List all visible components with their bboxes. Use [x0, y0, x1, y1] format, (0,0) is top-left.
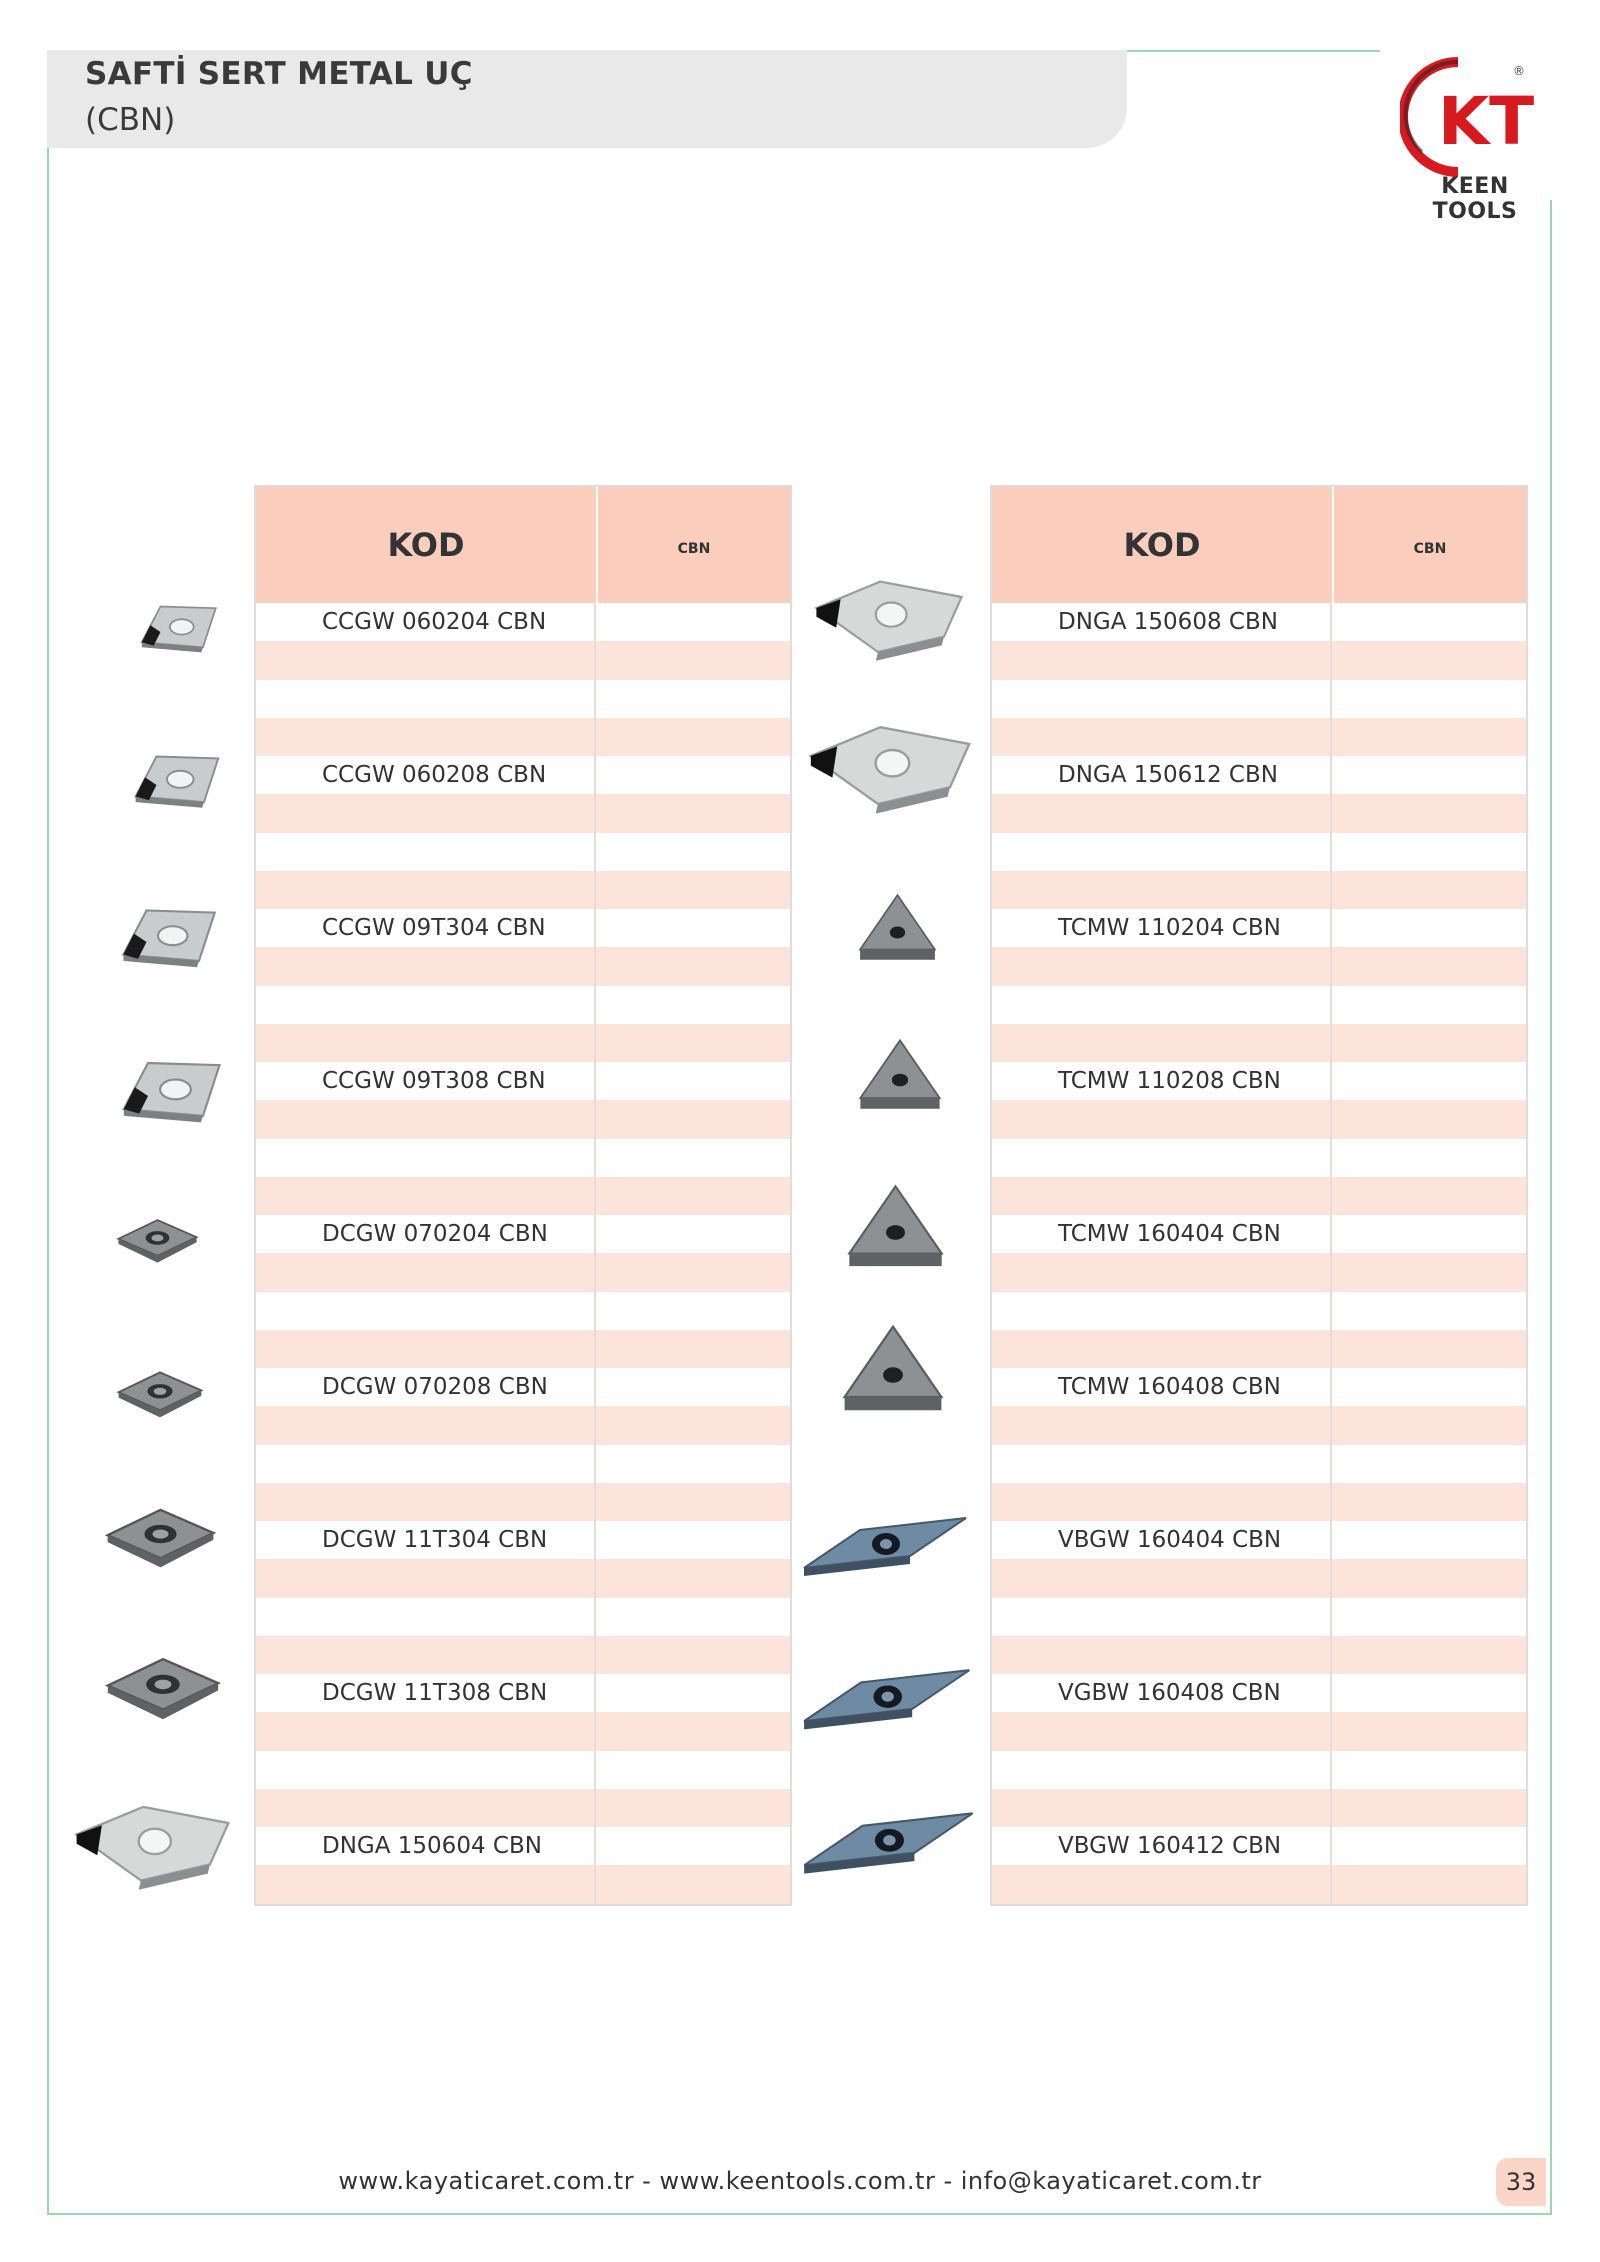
cell-empty: [256, 1177, 596, 1215]
table-row: [992, 1445, 1526, 1483]
dcgw-insert-icon: [115, 1367, 205, 1425]
cbn-cell: [596, 986, 790, 1024]
cbn-cell: [1332, 680, 1526, 718]
cell-empty: [256, 1024, 596, 1062]
cell-empty: [256, 986, 596, 1024]
cell-empty: [992, 1406, 1332, 1444]
table-row: [256, 1100, 790, 1138]
tcmw-insert-icon: [843, 1180, 948, 1279]
table-row: [256, 909, 790, 947]
table-row: [992, 947, 1526, 985]
cbn-cell: [1332, 1177, 1526, 1215]
table-row: [992, 1598, 1526, 1636]
table-row: [256, 1406, 790, 1444]
svg-text:KT: KT: [1438, 83, 1535, 160]
cbn-cell: [596, 1100, 790, 1138]
tcmw-insert-icon: [855, 890, 940, 971]
product-code: TCMW 110204 CBN: [992, 909, 1332, 947]
table-row: [992, 1712, 1526, 1750]
product-code: CCGW 060208 CBN: [256, 756, 596, 794]
cell-empty: [256, 1598, 596, 1636]
column-header-cbn: CBN: [677, 541, 711, 557]
cell-empty: [992, 986, 1332, 1024]
table-row: [992, 1483, 1526, 1521]
table-row: [256, 1674, 790, 1712]
cbn-cell: [596, 1559, 790, 1597]
table-row: [256, 1062, 790, 1100]
cbn-cell: [1332, 1865, 1526, 1903]
cbn-cell: [1332, 1406, 1526, 1444]
column-header-cbn: CBN: [1413, 541, 1447, 557]
cbn-cell: [1332, 833, 1526, 871]
cbn-cell: [1332, 1445, 1526, 1483]
cell-empty: [256, 641, 596, 679]
table-row: [256, 1521, 790, 1559]
product-code: DCGW 070204 CBN: [256, 1215, 596, 1253]
product-code: DNGA 150608 CBN: [992, 603, 1332, 641]
tcmw-insert-icon: [838, 1320, 948, 1423]
table-header: [256, 487, 790, 603]
table-row: [992, 1368, 1526, 1406]
table-row: [992, 718, 1526, 756]
cbn-cell: [596, 1674, 790, 1712]
cbn-cell: [596, 1139, 790, 1177]
dnga-insert-icon: [806, 720, 974, 820]
cell-empty: [992, 1712, 1332, 1750]
cell-empty: [256, 794, 596, 832]
table-row: [992, 680, 1526, 718]
cbn-cell: [1332, 1215, 1526, 1253]
table-row: [256, 1024, 790, 1062]
cbn-cell: [1332, 1100, 1526, 1138]
table-row: [992, 1559, 1526, 1597]
vbgw-insert-icon: [800, 1510, 970, 1594]
cbn-cell: [1332, 871, 1526, 909]
page-subtitle: (CBN): [85, 102, 176, 138]
cell-empty: [992, 947, 1332, 985]
column-header-kod: KOD: [992, 487, 1334, 603]
cbn-cell: [596, 680, 790, 718]
product-code: CCGW 09T308 CBN: [256, 1062, 596, 1100]
cbn-cell: [596, 794, 790, 832]
page-number: 33: [1496, 2158, 1546, 2206]
cbn-cell: [1332, 909, 1526, 947]
table-row: [992, 833, 1526, 871]
table-row: [992, 1177, 1526, 1215]
cell-empty: [256, 718, 596, 756]
table-row: [992, 1292, 1526, 1330]
table-row: [256, 1559, 790, 1597]
table-row: [256, 794, 790, 832]
cbn-cell: [1332, 1024, 1526, 1062]
ccgw-insert-icon: [115, 900, 220, 978]
table-row: [992, 1789, 1526, 1827]
cbn-cell: [596, 603, 790, 641]
cell-empty: [256, 871, 596, 909]
cbn-cell: [1332, 1253, 1526, 1291]
cbn-cell: [596, 1712, 790, 1750]
cbn-cell: [596, 1292, 790, 1330]
cbn-cell: [596, 1483, 790, 1521]
cell-empty: [256, 1865, 596, 1903]
cell-empty: [256, 1253, 596, 1291]
table-row: [992, 1100, 1526, 1138]
cbn-cell: [596, 1062, 790, 1100]
cbn-cell: [596, 1024, 790, 1062]
table-row: [256, 1139, 790, 1177]
cell-empty: [256, 1139, 596, 1177]
table-row: [256, 680, 790, 718]
table-row: [256, 1865, 790, 1903]
table-row: [256, 1445, 790, 1483]
cbn-cell: [1332, 1330, 1526, 1368]
vbgw-insert-icon: [800, 1805, 977, 1892]
cell-empty: [992, 833, 1332, 871]
table-row: [992, 1062, 1526, 1100]
footer-links: www.kayaticaret.com.tr - www.keentools.com.tr - info@kayaticaret.com.tr: [338, 2167, 1262, 2195]
table-row: [256, 1292, 790, 1330]
cbn-cell: [596, 1177, 790, 1215]
cell-empty: [992, 1139, 1332, 1177]
dnga-insert-icon: [812, 575, 966, 667]
table-row: [256, 1215, 790, 1253]
product-code: DNGA 150612 CBN: [992, 756, 1332, 794]
product-code: TCMW 110208 CBN: [992, 1062, 1332, 1100]
table-header: [992, 487, 1526, 603]
table-row: [992, 1521, 1526, 1559]
table-row: [992, 986, 1526, 1024]
cbn-cell: [1332, 794, 1526, 832]
cell-empty: [992, 641, 1332, 679]
cell-empty: [992, 1559, 1332, 1597]
cbn-cell: [1332, 1636, 1526, 1674]
cell-empty: [256, 1292, 596, 1330]
cbn-cell: [596, 1445, 790, 1483]
page-title: SAFTİ SERT METAL UÇ: [85, 56, 473, 92]
cbn-cell: [1332, 1368, 1526, 1406]
table-row: [256, 1253, 790, 1291]
cbn-cell: [596, 641, 790, 679]
column-header-kod: KOD: [256, 487, 598, 603]
table-row: [256, 833, 790, 871]
cbn-cell: [596, 1827, 790, 1865]
table-body: [256, 603, 790, 1904]
table-row: [256, 1598, 790, 1636]
table-row: [992, 1865, 1526, 1903]
cell-empty: [256, 833, 596, 871]
cell-empty: [992, 1253, 1332, 1291]
table-row: [256, 1483, 790, 1521]
product-code: TCMW 160408 CBN: [992, 1368, 1332, 1406]
table-row: [992, 1636, 1526, 1674]
dnga-insert-icon: [72, 1800, 233, 1896]
cell-empty: [256, 947, 596, 985]
table-row: [256, 603, 790, 641]
table-row: [256, 1712, 790, 1750]
cbn-cell: [596, 1215, 790, 1253]
cell-empty: [256, 1636, 596, 1674]
cbn-cell: [1332, 641, 1526, 679]
cell-empty: [256, 1789, 596, 1827]
table-row: [256, 1827, 790, 1865]
cell-empty: [992, 1751, 1332, 1789]
cbn-cell: [596, 871, 790, 909]
table-row: [992, 1139, 1526, 1177]
table-row: [992, 1674, 1526, 1712]
registered-mark: ®: [1513, 64, 1525, 78]
cbn-cell: [596, 1330, 790, 1368]
cbn-cell: [1332, 1789, 1526, 1827]
cbn-cell: [596, 1789, 790, 1827]
cbn-cell: [1332, 1674, 1526, 1712]
brand-name: KEEN TOOLS: [1432, 174, 1518, 224]
cell-empty: [992, 1177, 1332, 1215]
cell-empty: [992, 1598, 1332, 1636]
cell-empty: [992, 1024, 1332, 1062]
table-row: [992, 1024, 1526, 1062]
cbn-cell: [1332, 756, 1526, 794]
cell-empty: [992, 1330, 1332, 1368]
product-table-right: [990, 485, 1528, 1906]
cell-empty: [992, 680, 1332, 718]
cbn-cell: [596, 1406, 790, 1444]
cell-empty: [256, 1559, 596, 1597]
dcgw-insert-icon: [115, 1215, 200, 1270]
product-table-left: [254, 485, 792, 1906]
cbn-cell: [1332, 1521, 1526, 1559]
product-code: CCGW 060204 CBN: [256, 603, 596, 641]
cbn-cell: [1332, 1483, 1526, 1521]
table-row: [256, 641, 790, 679]
cell-empty: [992, 718, 1332, 756]
table-row: [256, 871, 790, 909]
cell-empty: [992, 1865, 1332, 1903]
cbn-cell: [596, 909, 790, 947]
cbn-cell: [1332, 1751, 1526, 1789]
cbn-cell: [1332, 1292, 1526, 1330]
product-code: TCMW 160404 CBN: [992, 1215, 1332, 1253]
cell-empty: [256, 1712, 596, 1750]
ccgw-insert-icon: [135, 598, 220, 662]
cbn-cell: [596, 756, 790, 794]
table-row: [992, 794, 1526, 832]
cbn-cell: [1332, 1712, 1526, 1750]
cbn-cell: [1332, 603, 1526, 641]
cbn-cell: [1332, 947, 1526, 985]
table-row: [992, 1215, 1526, 1253]
product-code: VBGW 160412 CBN: [992, 1827, 1332, 1865]
cbn-cell: [1332, 1598, 1526, 1636]
table-row: [992, 641, 1526, 679]
dcgw-insert-icon: [103, 1652, 223, 1728]
cbn-cell: [596, 947, 790, 985]
cell-empty: [992, 1292, 1332, 1330]
product-code: VBGW 160404 CBN: [992, 1521, 1332, 1559]
table-row: [992, 603, 1526, 641]
cbn-cell: [1332, 1559, 1526, 1597]
table-row: [992, 1330, 1526, 1368]
cbn-cell: [1332, 986, 1526, 1024]
cell-empty: [256, 1445, 596, 1483]
cbn-cell: [1332, 718, 1526, 756]
cell-empty: [992, 1100, 1332, 1138]
cbn-cell: [596, 833, 790, 871]
cell-empty: [992, 1483, 1332, 1521]
table-row: [256, 756, 790, 794]
cbn-cell: [596, 1751, 790, 1789]
cell-empty: [256, 680, 596, 718]
table-row: [256, 718, 790, 756]
product-code: DCGW 11T308 CBN: [256, 1674, 596, 1712]
cell-empty: [256, 1100, 596, 1138]
table-row: [992, 1406, 1526, 1444]
cbn-cell: [596, 1598, 790, 1636]
cell-empty: [256, 1330, 596, 1368]
cbn-cell: [596, 1636, 790, 1674]
table-row: [256, 986, 790, 1024]
cbn-cell: [596, 1253, 790, 1291]
table-row: [992, 871, 1526, 909]
table-row: [256, 947, 790, 985]
cell-empty: [992, 794, 1332, 832]
product-code: DNGA 150604 CBN: [256, 1827, 596, 1865]
table-row: [992, 1827, 1526, 1865]
cell-empty: [256, 1751, 596, 1789]
cbn-cell: [596, 1368, 790, 1406]
ccgw-insert-icon: [128, 747, 223, 818]
cbn-cell: [1332, 1827, 1526, 1865]
cell-empty: [256, 1406, 596, 1444]
table-body: [992, 603, 1526, 1904]
table-row: [992, 909, 1526, 947]
dcgw-insert-icon: [103, 1503, 218, 1576]
cell-empty: [992, 1636, 1332, 1674]
ccgw-insert-icon: [115, 1052, 225, 1133]
cell-empty: [992, 871, 1332, 909]
cbn-cell: [1332, 1139, 1526, 1177]
table-row: [256, 1636, 790, 1674]
product-code: CCGW 09T304 CBN: [256, 909, 596, 947]
cell-empty: [256, 1483, 596, 1521]
product-code: VGBW 160408 CBN: [992, 1674, 1332, 1712]
cbn-cell: [596, 1521, 790, 1559]
cbn-cell: [1332, 1062, 1526, 1100]
table-row: [256, 1330, 790, 1368]
vbgw-insert-icon: [800, 1662, 973, 1748]
table-row: [992, 1751, 1526, 1789]
table-row: [256, 1177, 790, 1215]
table-row: [256, 1751, 790, 1789]
cbn-cell: [596, 1865, 790, 1903]
product-code: DCGW 070208 CBN: [256, 1368, 596, 1406]
table-row: [256, 1368, 790, 1406]
product-code: DCGW 11T304 CBN: [256, 1521, 596, 1559]
cell-empty: [992, 1445, 1332, 1483]
table-row: [992, 1253, 1526, 1291]
tcmw-insert-icon: [855, 1035, 945, 1120]
cell-empty: [992, 1789, 1332, 1827]
table-row: [256, 1789, 790, 1827]
cbn-cell: [596, 718, 790, 756]
table-row: [992, 756, 1526, 794]
